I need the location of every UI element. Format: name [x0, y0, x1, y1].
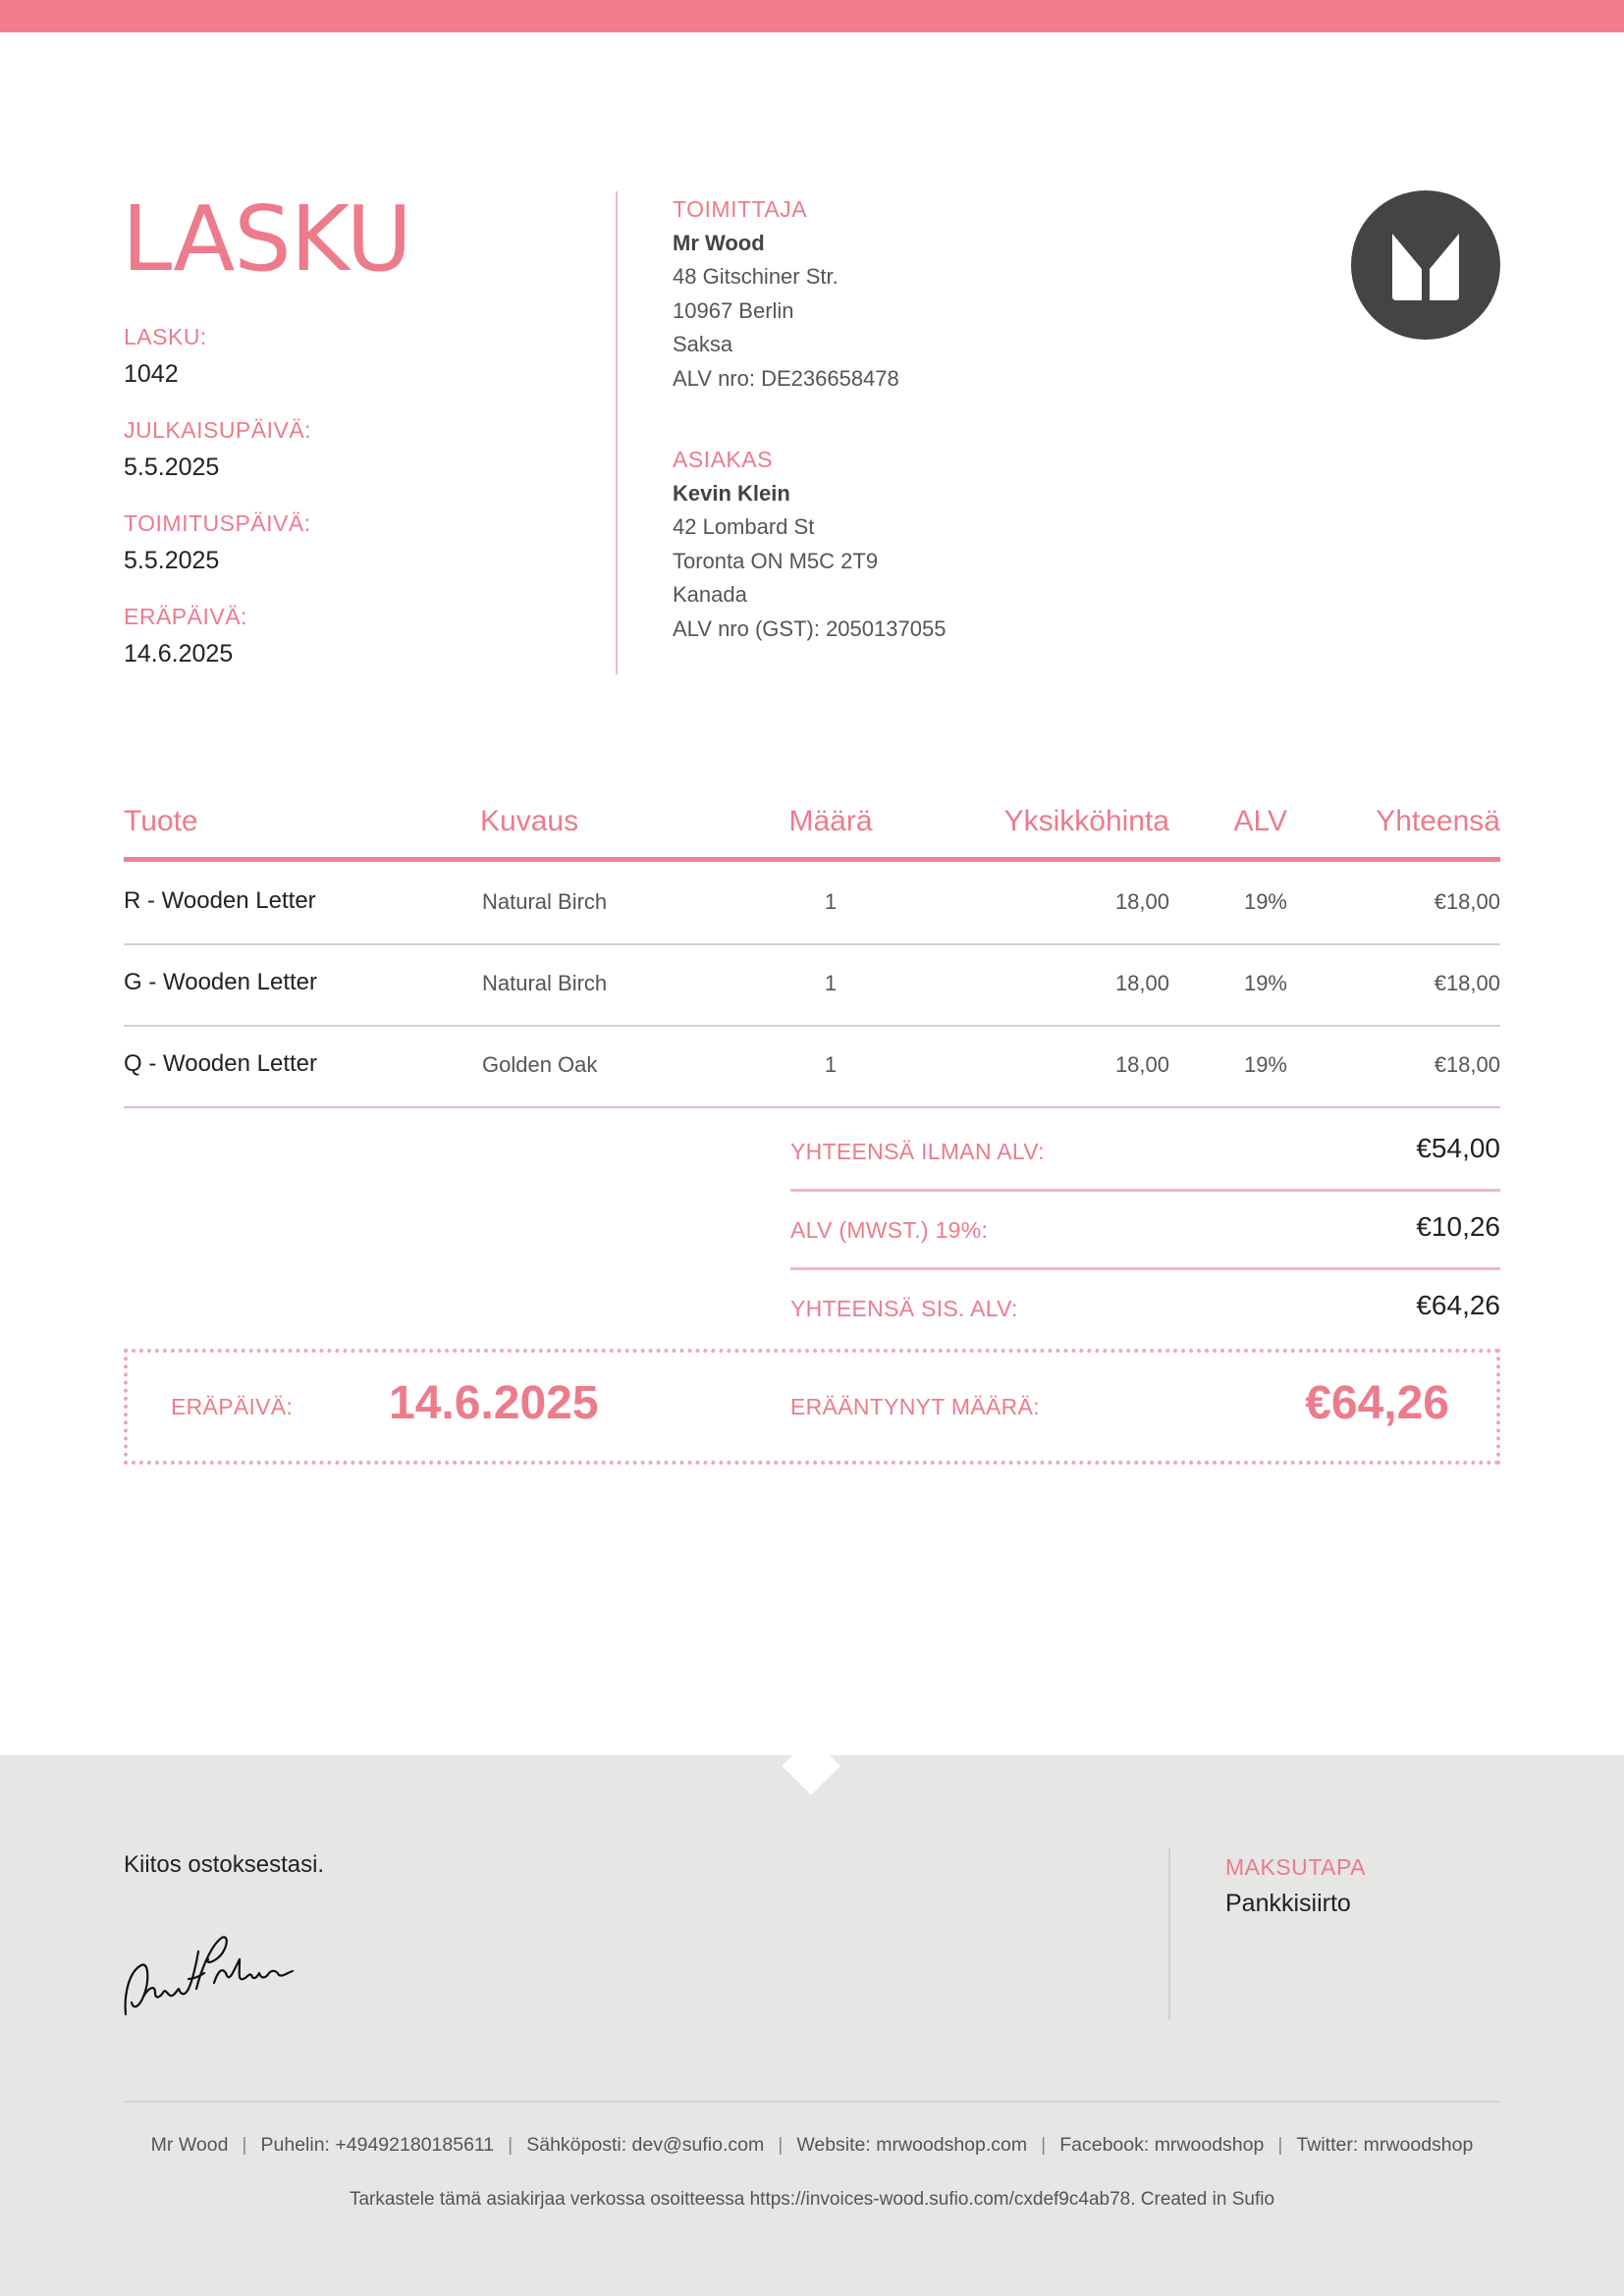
customer-block	[673, 443, 1262, 646]
contact-website: Website: mrwoodshop.com	[796, 2134, 1028, 2156]
grand-total-row	[790, 1270, 1500, 1349]
grand-total-label: YHTEENSÄ SIS. ALV:	[790, 1296, 1018, 1321]
cell-quantity: 1	[824, 889, 838, 914]
amount-due-box	[124, 1349, 1500, 1465]
cell-vat: 19%	[1243, 971, 1287, 995]
footer-divider	[1168, 1847, 1170, 2020]
customer-name: Kevin Klein	[673, 480, 790, 506]
cell-unit-price: 18,00	[1114, 1052, 1169, 1077]
issue-date-block	[124, 417, 595, 482]
contact-facebook: Facebook: mrwoodshop	[1059, 2134, 1265, 2156]
col-header-quantity: Määrä	[788, 805, 873, 837]
cell-product: R - Wooden Letter	[124, 887, 316, 914]
contact-company: Mr Wood	[150, 2134, 229, 2156]
customer-address-line: Toronta ON M5C 2T9	[673, 548, 879, 573]
contact-info	[124, 2134, 1500, 2157]
delivery-date-value: 5.5.2025	[124, 547, 220, 574]
cell-unit-price: 18,00	[1114, 971, 1169, 995]
cell-unit-price: 18,00	[1114, 889, 1169, 914]
cell-quantity: 1	[824, 1052, 838, 1077]
invoice-number-block	[124, 324, 595, 389]
vat-row	[790, 1192, 1500, 1270]
cell-quantity: 1	[824, 971, 838, 995]
invoice-number-label: LASKU:	[124, 324, 207, 349]
due-box-date-value: 14.6.2025	[389, 1377, 599, 1429]
amount-due-label: ERÄÄNTYNYT MÄÄRÄ:	[790, 1394, 1040, 1419]
col-header-unit-price: Yksikköhinta	[1003, 805, 1169, 837]
cell-vat: 19%	[1243, 889, 1287, 914]
contact-email: Sähköposti: dev@sufio.com	[526, 2134, 765, 2156]
invoice-number-value: 1042	[124, 360, 179, 388]
mr-wood-logo-icon	[1351, 190, 1500, 340]
items-table-header	[124, 803, 1500, 862]
thank-you-message: Kiitos ostoksestasi.	[124, 1851, 325, 1878]
supplier-block	[673, 192, 1262, 396]
vat-value: €10,26	[1416, 1211, 1500, 1242]
contact-separator: |	[508, 2134, 514, 2156]
delivery-date-label: TOIMITUSPÄIVÄ:	[124, 510, 311, 536]
supplier-vat: ALV nro: DE236658478	[673, 365, 899, 391]
customer-address-line: Kanada	[673, 582, 747, 607]
top-accent-bar	[0, 0, 1624, 32]
cell-product: Q - Wooden Letter	[124, 1050, 317, 1077]
table-row	[124, 864, 1500, 945]
document-title: LASKU	[122, 187, 411, 292]
cell-description: Natural Birch	[482, 971, 608, 995]
table-row	[124, 1027, 1500, 1108]
supplier-label: TOIMITTAJA	[673, 196, 808, 222]
amount-due-value: €64,26	[1305, 1377, 1449, 1429]
cell-total: €18,00	[1434, 1052, 1500, 1077]
contact-separator: |	[1277, 2134, 1283, 2156]
contact-phone: Puhelin: +49492180185611	[260, 2134, 495, 2156]
supplier-address-line: 10967 Berlin	[673, 297, 794, 323]
due-box-date-label: ERÄPÄIVÄ:	[171, 1394, 294, 1419]
supplier-address-line: Saksa	[673, 332, 733, 356]
footer	[0, 1755, 1624, 2296]
supplier-address-line: 48 Gitschiner Str.	[673, 264, 839, 289]
due-date-value: 14.6.2025	[124, 640, 234, 667]
issue-date-value: 5.5.2025	[124, 454, 220, 481]
online-view-link: Tarkastele tämä asiakirjaa verkossa osoitteessa https://invoices-wood.sufio.com/cxdef9c4ab78. Created in Sufio	[349, 2189, 1275, 2210]
customer-vat: ALV nro (GST): 2050137055	[673, 615, 947, 641]
signature-image	[120, 1924, 297, 2022]
customer-address-line: 42 Lombard St	[673, 514, 815, 539]
grand-total-value: €64,26	[1416, 1290, 1500, 1320]
cell-product: G - Wooden Letter	[124, 969, 317, 995]
cell-total: €18,00	[1434, 889, 1500, 914]
contact-twitter: Twitter: mrwoodshop	[1296, 2134, 1474, 2156]
subtotal-value: €54,00	[1416, 1133, 1500, 1163]
cell-total: €18,00	[1434, 971, 1500, 995]
header-divider	[616, 191, 618, 674]
footer-rule	[124, 2101, 1500, 2103]
col-header-vat: ALV	[1233, 805, 1287, 837]
cell-vat: 19%	[1243, 1052, 1287, 1077]
due-date-block	[124, 604, 595, 668]
issue-date-label: JULKAISUPÄIVÄ:	[124, 417, 312, 443]
col-header-description: Kuvaus	[480, 805, 579, 837]
subtotal-row	[790, 1113, 1500, 1192]
cell-description: Natural Birch	[482, 889, 608, 914]
subtotal-label: YHTEENSÄ ILMAN ALV:	[790, 1139, 1045, 1164]
vat-label: ALV (MWST.) 19%:	[790, 1217, 989, 1243]
due-date-label: ERÄPÄIVÄ:	[124, 604, 247, 629]
supplier-name: Mr Wood	[673, 230, 765, 255]
payment-method-value: Pankkisiirto	[1225, 1890, 1351, 1917]
contact-separator: |	[1041, 2134, 1047, 2156]
col-header-total: Yhteensä	[1376, 805, 1500, 837]
col-header-product: Tuote	[124, 805, 198, 837]
payment-method-label: MAKSUTAPA	[1225, 1854, 1366, 1880]
cell-description: Golden Oak	[482, 1052, 598, 1077]
delivery-date-block	[124, 510, 595, 575]
table-row	[124, 945, 1500, 1027]
contact-separator: |	[778, 2134, 784, 2156]
contact-separator: |	[242, 2134, 247, 2156]
customer-label: ASIAKAS	[673, 447, 773, 472]
